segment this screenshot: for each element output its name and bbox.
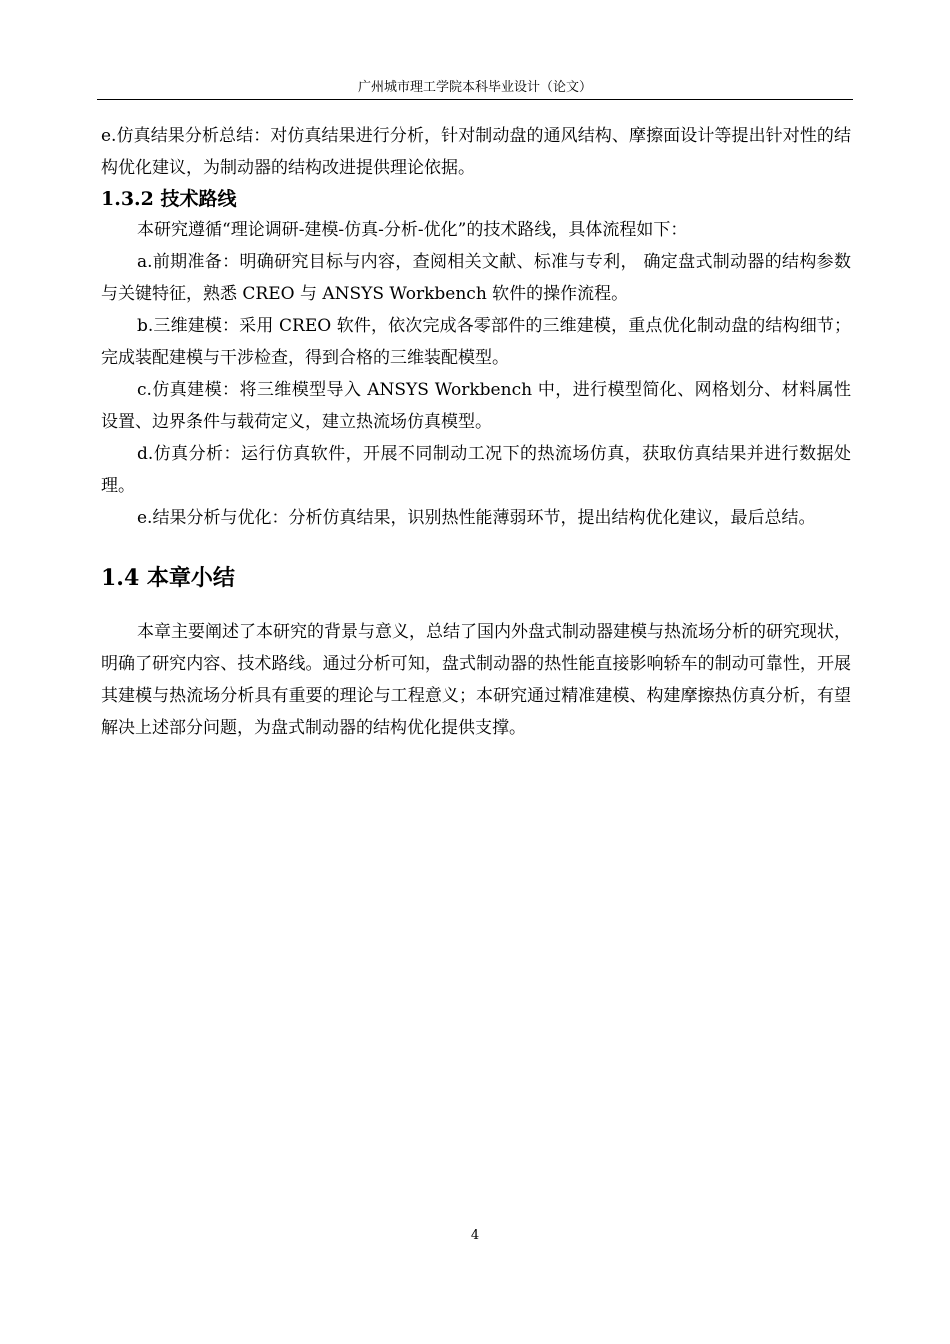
page-number: 4 bbox=[470, 1228, 480, 1243]
step-d-simulation-analysis: d.仿真分析：运行仿真软件，开展不同制动工况下的热流场仿真，获取仿真结果并进行数据处理。 bbox=[101, 444, 851, 496]
paragraph-e-analysis: e.仿真结果分析总结：对仿真结果进行分析，针对制动盘的通风结构、摩擦面设计等提出针对性的结构优化建议，为制动器的结构改进提供理论依据。 bbox=[101, 126, 851, 178]
step-b-modeling: b.三维建模：采用 CREO 软件，依次完成各零部件的三维建模，重点优化制动盘的结构细节；完成装配建模与干涉检查，得到合格的三维装配模型。 bbox=[101, 316, 851, 368]
section-heading-1-4: 1.4 本章小结 bbox=[101, 565, 235, 591]
header-divider bbox=[97, 99, 853, 100]
step-e-optimization: e.结果分析与优化：分析仿真结果，识别热性能薄弱环节，提出结构优化建议，最后总结。 bbox=[137, 508, 816, 528]
step-c-simulation-setup: c.仿真建模：将三维模型导入 ANSYS Workbench 中，进行模型简化、网格划分、材料属性设置、边界条件与载荷定义，建立热流场仿真模型。 bbox=[101, 380, 851, 432]
technical-route-intro: 本研究遵循“理论调研-建模-仿真-分析-优化”的技术路线，具体流程如下： bbox=[137, 220, 688, 240]
step-a-preparation: a.前期准备：明确研究目标与内容，查阅相关文献、标准与专利， 确定盘式制动器的结构参数与关键特征，熟悉 CREO 与 ANSYS Workbench 软件的操作流程。 bbox=[101, 252, 851, 304]
section-heading-1-3-2: 1.3.2 技术路线 bbox=[101, 188, 237, 210]
chapter-summary-paragraph: 本章主要阐述了本研究的背景与意义，总结了国内外盘式制动器建模与热流场分析的研究现状，明确了研究内容、技术路线。通过分析可知，盘式制动器的热性能直接影响轿车的制动可靠性，开展其建模与热流场分析具有重要的理论与工程意义；本研究通过精准建模、构建摩擦热仿真分析，有望解决上述部分问题，为盘式制动器的结构优化提供支撑。 bbox=[101, 622, 851, 738]
running-header: 广州城市理工学院本科毕业设计（论文） bbox=[357, 80, 592, 95]
page-body bbox=[101, 120, 851, 744]
